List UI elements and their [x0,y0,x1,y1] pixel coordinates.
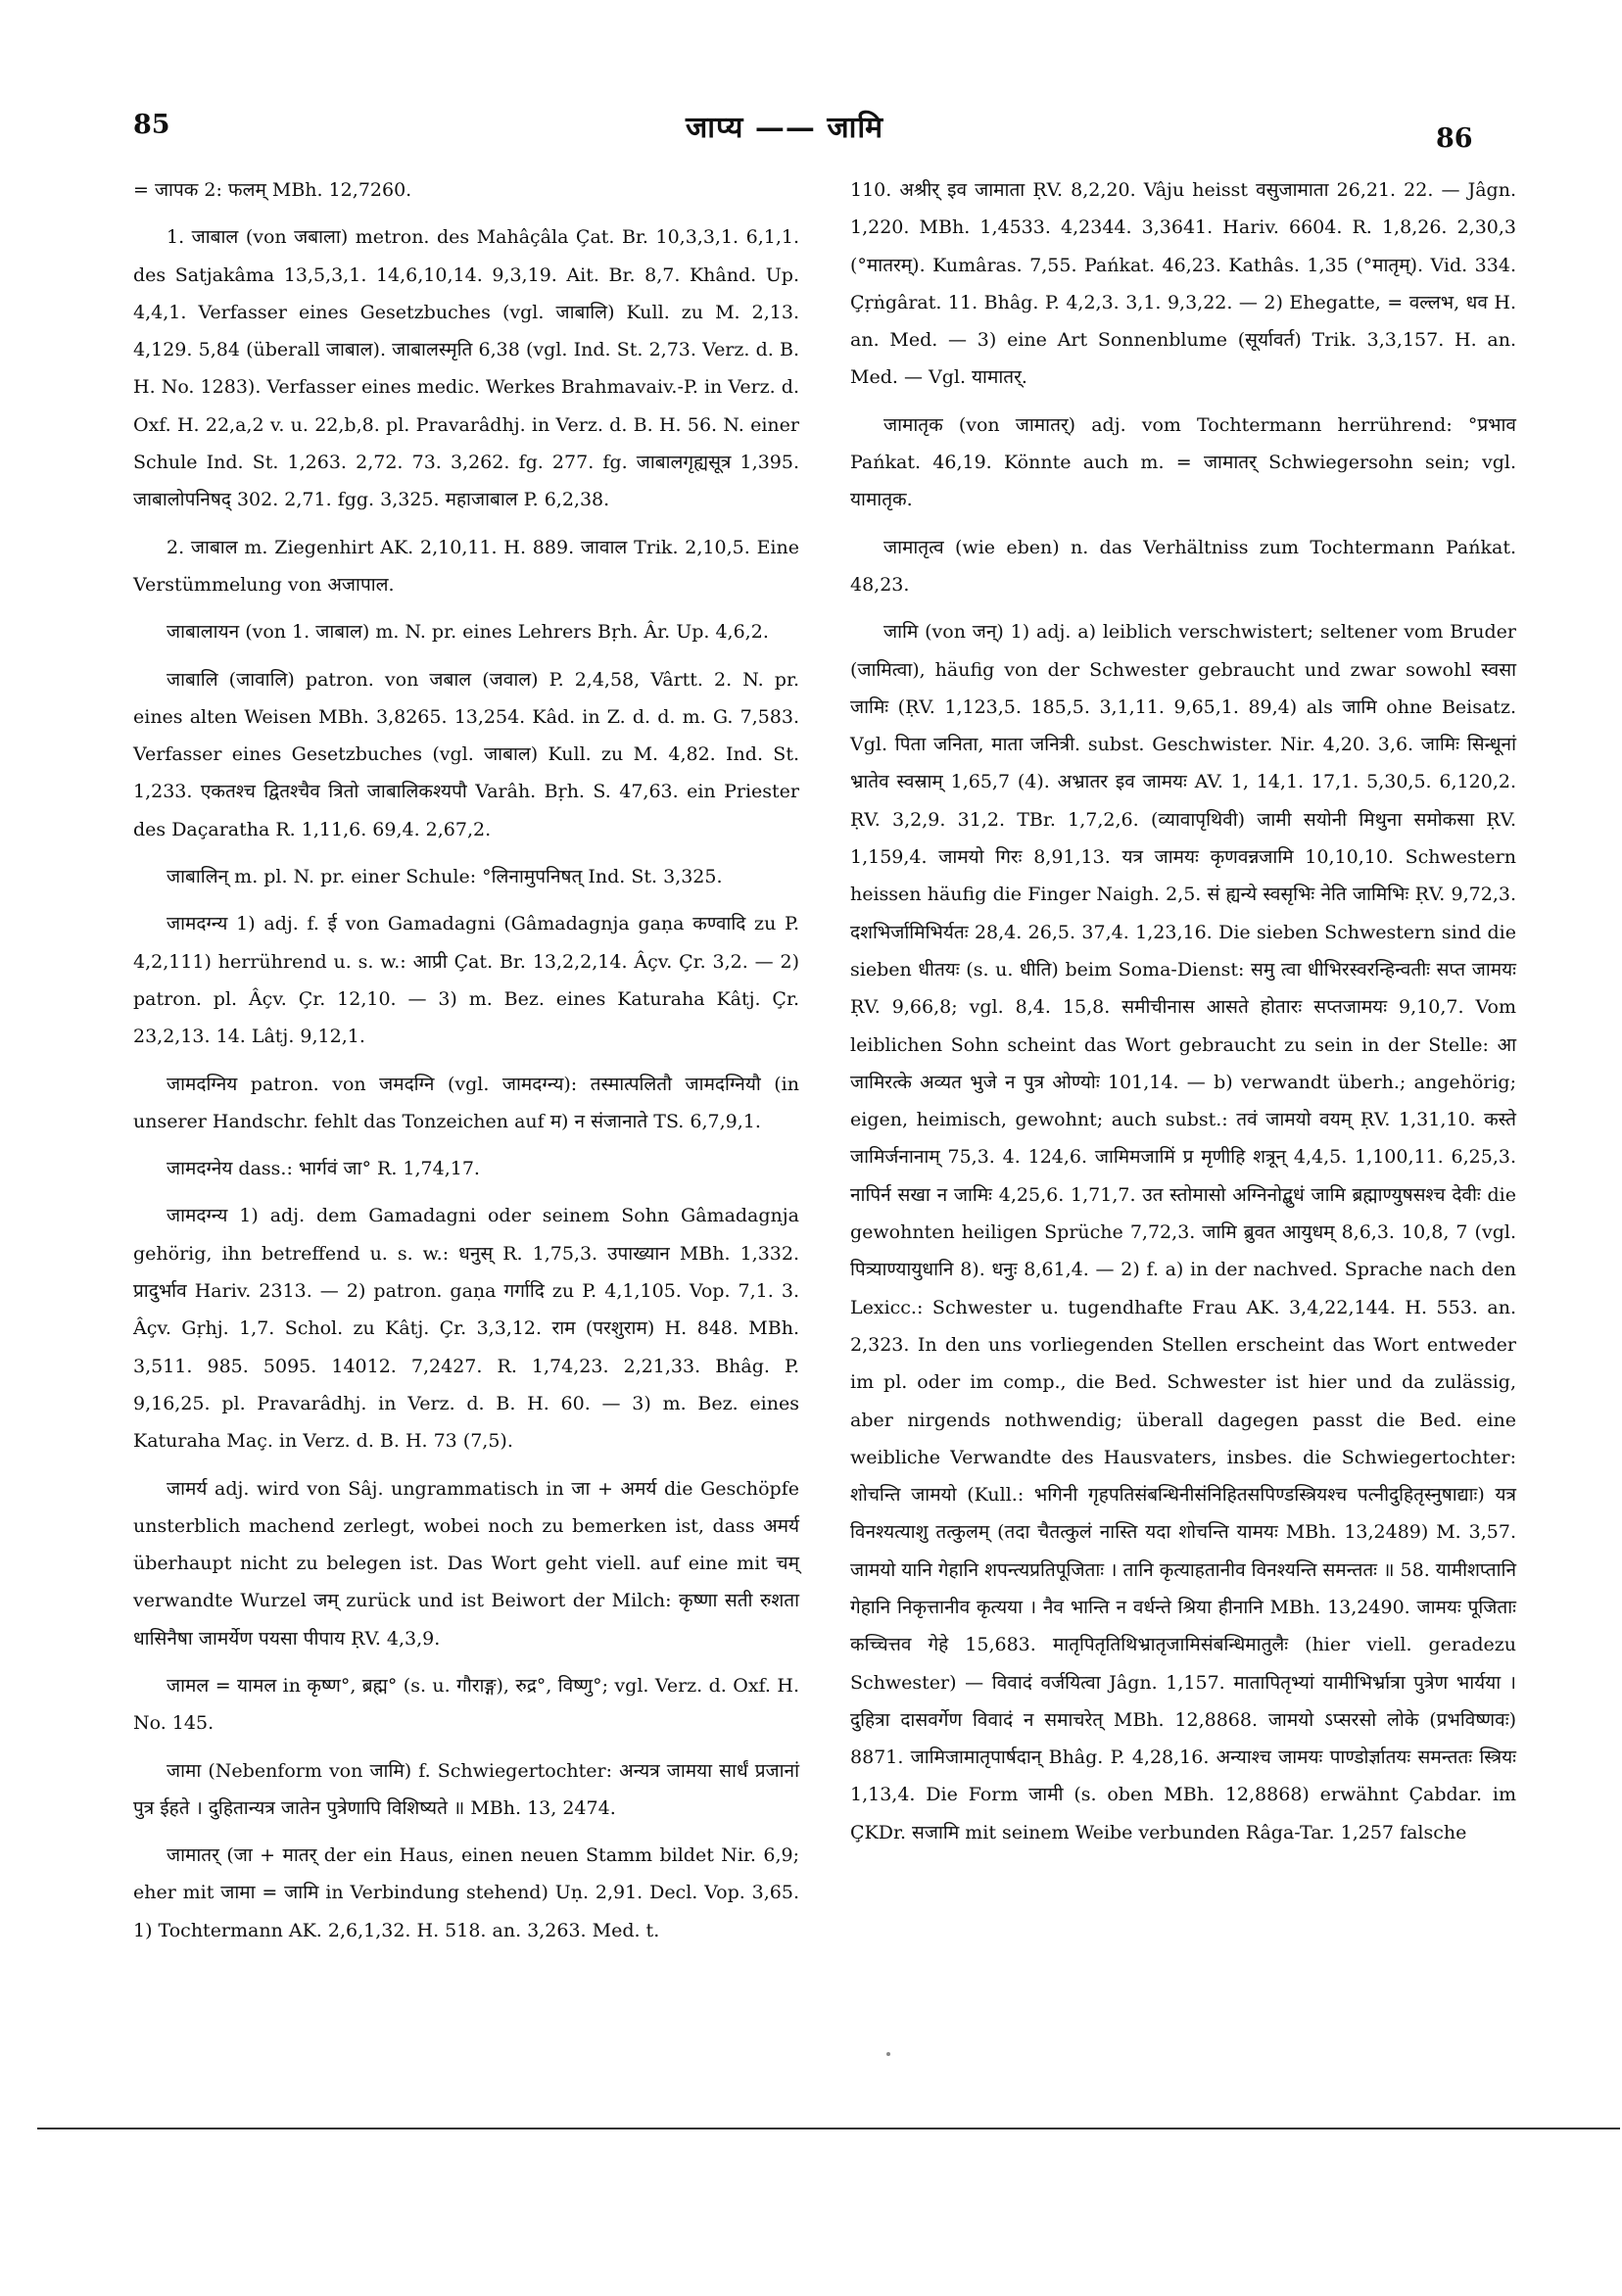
right-column [850,171,1516,1861]
entry-japaka: = जापक 2: फलम् MBh. 12,7260. [133,179,412,201]
entry-jami: जामि (von जन्) 1) adj. a) leiblich verschwistert; seltener vom Bruder (जामित्वा), häufig von der Schwester gebraucht und zwar sowohl स्वसा जामिः (ṚV. 1,123,5. 185,5. 3,1,11. 9,65,1. 89,4) als जामि ohne Beisatz. Vgl. पिता जनिता, माता जनित्री. subst. Geschwister. Nir. 4,20. 3,6. जामिः सिन्धूनां भ्रातेव स्वस्राम् 1,65,7 (4). अभ्रातर इव जामयः AV. 1, 14,1. 17,1. 5,30,5. 6,120,2. ṚV. 3,2,9. 31,2. TBr. 1,7,2,6. (व्यावापृथिवी) जामी सयोनी मिथुना समोकसा ṚV. 1,159,4. जामयो गिरः 8,91,13. यत्र जामयः कृणवन्नजामि 10,10,10. Schwestern heissen häufig die Finger Naigh. 2,5. सं ह्यन्ये स्वसृभिः नेति जामिभिः ṚV. 9,72,3. दशभिर्जामिभिर्यतः 28,4. 26,5. 37,4. 1,23,16. Die sieben Schwestern sind die sieben धीतयः (s. u. धीति) beim Soma-Dienst: समु त्वा धीभिरस्वरन्हिन्वतीः सप्त जामयः ṚV. 9,66,8; vgl. 8,4. 15,8. समीचीनास आसते होतारः सप्तजामयः 9,10,7. Vom leiblichen Sohn scheint das Wort gebraucht zu sein in der Stelle: आ जामिरत्के अव्यत भुजे न पुत्र ओण्योः 101,14. — b) verwandt überh.; angehörig; eigen, heimisch, gewohnt; auch subst.: तवं जामयो वयम् ṚV. 1,31,10. कस्ते जामिर्जनानाम् 75,3. 4. 124,6. जामिमजामिं प्र मृणीहि शत्रून् 4,4,5. 1,100,11. 6,25,3. नापिर्न सखा न जामिः 4,25,6. 1,71,7. उत स्तोमासो अग्निनोद्बुधं जामि ब्रह्माण्युषसश्च देवीः die gewohnten heiligen Sprüche 7,72,3. जामि ब्रुवत आयुधम् 8,6,3. 10,8, 7 (vgl. पित्र्याण्यायुधानि 8). धनुः 8,61,4. — 2) f. a) in der nachved. Sprache nach den Lexicc.: Schwester u. tugendhafte Frau AK. 3,4,22,144. H. 553. an. 2,323. In den uns vorliegenden Stellen erscheint das Wort entweder im pl. oder im comp., die Bed. Schwester ist hier und da zulässig, aber nirgends nothwendig; überall dagegen passt die Bed. eine weibliche Verwandte des Hausvaters, insbes. die Schwiegertochter: शोचन्ति जामयो (Kull.: भगिनी गृहपतिसंबन्धिनीसंनिहितसपिण्डस्त्रियश्च पत्नीदुहितृस्नुषाद्याः) यत्र विनश्यत्याशु तत्कुलम् (तदा चैतत्कुलं नास्ति यदा शोचन्ति यामयः MBh. 13,2489) M. 3,57. जामयो यानि गेहानि शपन्त्यप्रतिपूजिताः । तानि कृत्याहतानीव विनश्यन्ति समन्ततः ॥ 58. यामीशप्तानि गेहानि निकृत्तानीव कृत्यया । नैव भान्ति न वर्धन्ते श्रिया हीनानि MBh. 13,2490. जामयः पूजिताः कच्चित्तव गेहे 15,683. मातृपितृतिथिभ्रातृजामिसंबन्धिमातुलैः (hier viell. geradezu Schwester) — विवादं वर्जयित्वा Jâgn. 1,157. मातापितृभ्यां यामीभिर्भ्रात्रा पुत्रेण भार्यया । दुहित्रा दासवर्गेण विवादं न समाचरेत् MBh. 12,8868. जामयो ऽप्सरसो लोके (प्रभविष्णवः) 8871. जामिजामातृपार्षदान् Bhâg. P. 4,28,16. अन्याश्च जामयः पाण्डोर्ज्ञातयः समन्ततः स्त्रियः 1,13,4. Die Form जामी (s. oben MBh. 12,8868) erwähnt Çabdar. im ÇKDr. सजामि mit seinem Weibe verbunden Râga-Tar. 1,257 falsche [850,621,1516,1843]
entry-jama: जामा (Nebenform von जामि) f. Schwiegertochter: अन्यत्र जामया सार्धं प्रजानां पुत्र ईहते । दुहितान्यत्र जातेन पुत्रेणापि विशिष्यते ॥ MBh. 13, 2474. [133,1759,799,1819]
scan-speck [886,2052,890,2056]
entry-jamadagna: जामदग्न्य 1) adj. f. ई von Gamadagni (Gâmadagnja gaṇa कण्वादि zu P. 4,2,111) herrührend u. s. w.: आप्री Çat. Br. 13,2,2,14. Âçv. Çr. 3,2. — 2) patron. pl. Âçv. Çr. 12,10. — 3) m. Bez. eines Katuraha Kâtj. Çr. 23,2,13. 14. Lâtj. 9,12,1. [133,913,799,1048]
entry-jamadagneya: जामदग्नेय dass.: भार्गवं जा° R. 1,74,17. [167,1158,480,1180]
entry-jamarya: जामर्य adj. wird von Sâj. ungrammatisch in जा + अमर्य die Geschöpfe unsterblich machend zerlegt, wobei noch zu bemerken ist, dass अमर्य überhaupt nicht zu belegen ist. Das Wort geht viell. auf eine mit चम् verwandte Wurzel जम् zurück und ist Beiwort der Milch: कृष्णा सती रुशता धासिनैषा जामर्येण पयसा पीपाय ṚV. 4,3,9. [133,1477,799,1650]
entry-jamatrka: जामातृक (von जामातर्) adj. vom Tochtermann herrührend: °प्रभाव Pańkat. 46,19. Könnte auch m. = जामातर् Schwiegersohn sein; vgl. यामातृक. [850,413,1516,511]
page-number-left: 85 [133,110,170,140]
entry-jabala-2: 2. जाबाल m. Ziegenhirt AK. 2,10,11. H. 889. जावाल Trik. 2,10,5. Eine Verstümmelung von अजापाल. [133,536,799,596]
entry-jabalin: जाबालिन् m. pl. N. pr. einer Schule: °लिनामुपनिषत् Ind. St. 3,325. [167,866,723,888]
running-title: जाप्य —— जामि [686,111,884,145]
entry-jamadagniya: जामदग्निय patron. von जमदग्नि (vgl. जामदग्न्य): तस्मात्पलितौ जामदग्नियौ (in unserer Handschr. fehlt das Tonzeichen auf म) न संजानाते TS. 6,7,9,1. [133,1073,799,1132]
entry-jamatar: जामातर् (जा + मातर् der ein Haus, einen neuen Stamm bildet Nir. 6,9; eher mit जामा = जामि in Verbindung stehend) Uṇ. 2,91. Decl. Vop. 3,65. 1) Tochtermann AK. 2,6,1,32. H. 518. an. 3,263. Med. t. [133,1844,799,1941]
entry-jamadagnya: जामदग्न्य 1) adj. dem Gamadagni oder seinem Sohn Gâmadagnja gehörig, ihn betreffend u. s. w.: धनुस् R. 1,75,3. उपाख्यान MBh. 1,332. प्रादुर्भाव Hariv. 2313. — 2) patron. gaṇa गर्गादि zu P. 4,1,105. Vop. 7,1. 3. Âçv. Gṛhj. 1,7. Schol. zu Kâtj. Çr. 3,3,12. राम (परशुराम) H. 848. MBh. 3,511. 985. 5095. 14012. 7,2427. R. 1,74,23. 2,21,33. Bhâg. P. 9,16,25. pl. Pravarâdhj. in Verz. d. B. H. 60. — 3) m. Bez. eines Katuraha Maç. in Verz. d. B. H. 73 (7,5). [133,1205,799,1453]
left-column [133,171,799,1959]
entry-jamala: जामल = यामल in कृष्ण°, ब्रह्म° (s. u. गौराङ्ग), रुद्र°, विष्णु°; vgl. Verz. d. Oxf. H. No. 145. [133,1674,799,1735]
entry-jabali: जाबालि (जावालि) patron. von जबाल (जवाल) P. 2,4,58, Vârtt. 2. N. pr. eines alten Weisen MBh. 3,8265. 13,254. Kâd. in Z. d. d. m. G. 7,583. Verfasser eines Gesetzbuches (vgl. जाबाल) Kull. zu M. 4,82. Ind. St. 1,233. एकतश्च द्वितश्चैव त्रितो जाबालिकश्यपौ Varâh. Bṛh. S. 47,63. ein Priester des Daçaratha R. 1,11,6. 69,4. 2,67,2. [133,668,799,840]
footer-rule [37,2128,1620,2129]
entry-jamatrtva: जामातृत्व (wie eben) n. das Verhältniss zum Tochtermann Pańkat. 48,23. [850,536,1516,596]
page-number-right: 86 [1436,123,1473,154]
entry-jabala-1: 1. जाबाल (von जबाला) metron. des Mahâçâla Çat. Br. 10,3,3,1. 6,1,1. des Satjakâma 13,5,3,1. 14,6,10,14. 9,3,19. Ait. Br. 8,7. Khând. Up. 4,4,1. Verfasser eines Gesetzbuches (vgl. जाबालि) Kull. zu M. 2,13. 4,129. 5,84 (überall जाबाल). जाबालस्मृति 6,38 (vgl. Ind. St. 2,73. Verz. d. B. H. No. 1283). Verfasser eines medic. Werkes Brahmavaiv.-P. in Verz. d. Oxf. H. 22,a,2 v. u. 22,b,8. pl. Pravarâdhj. in Verz. d. B. H. 56. N. einer Schule Ind. St. 1,263. 2,72. 73. 3,262. fg. 277. fg. जाबालगृह्यसूत्र 1,395. जाबालोपनिषद् 302. 2,71. fgg. 3,325. महाजाबाल P. 6,2,38. [133,226,799,511]
entry-jabalayana: जाबालायन (von 1. जाबाल) m. N. pr. eines Lehrers Bṛh. Âr. Up. 4,6,2. [167,621,769,644]
entry-jamatar-continued: 110. अश्रीर् इव जामाता ṚV. 8,2,20. Vâju heisst वसुजामाता 26,21. 22. — Jâgn. 1,220. MBh. 1,4533. 4,2344. 3,3641. Hariv. 6604. R. 1,8,26. 2,30,3 (°मातरम्). Kumâras. 7,55. Pańkat. 46,23. Kathâs. 1,35 (°मातृम्). Vid. 334. Çṛṅgârat. 11. Bhâg. P. 4,2,3. 3,1. 9,3,22. — 2) Ehegatte, = वल्लभ, धव H. an. Med. — 3) eine Art Sonnenblume (सूर्यावर्त) Trik. 3,3,157. H. an. Med. — Vgl. यामातर्. [850,179,1516,389]
